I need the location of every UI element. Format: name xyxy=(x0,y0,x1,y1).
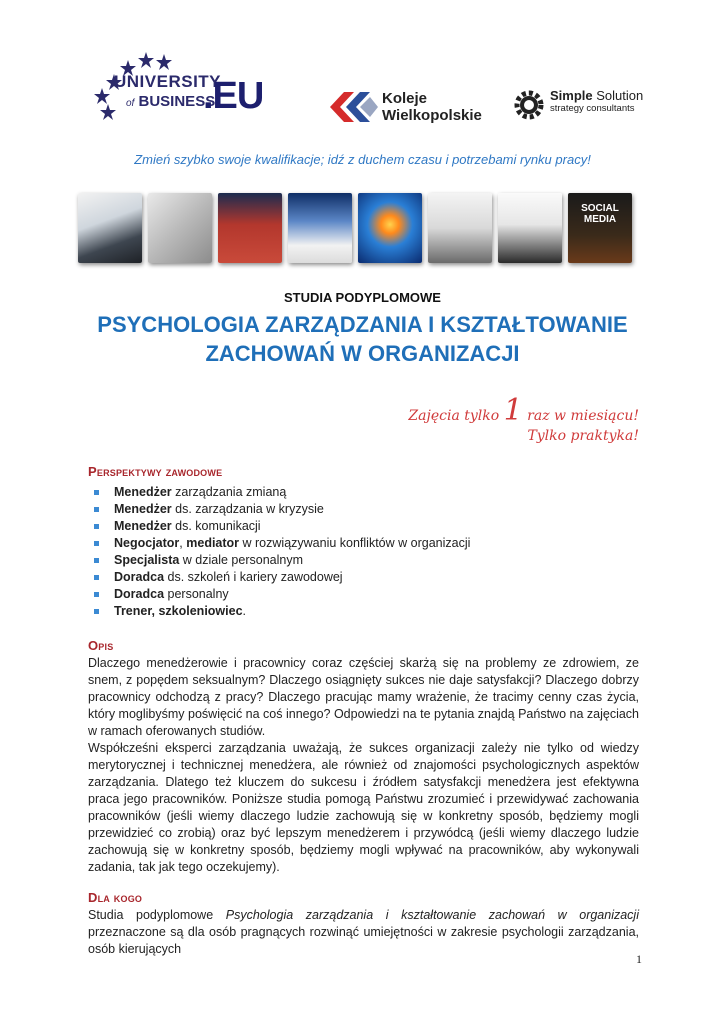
photo-business-group xyxy=(78,193,142,263)
item-desc: . xyxy=(242,604,247,618)
section-title-dla-kogo: Dla kogo xyxy=(88,890,143,905)
section-title-perspektywy: Perspektywy zawodowe xyxy=(88,464,223,479)
photo-strip xyxy=(78,193,638,263)
item-desc: w dziale personalnym xyxy=(179,553,303,567)
simple-rest: Solution xyxy=(592,88,644,103)
dla-kogo-course-name: Psychologia zarządzania i kształtowanie zachowań w organizacji xyxy=(225,908,639,922)
tagline: Zmień szybko swoje kwalifikacje; idź z duchem czasu i potrzebami rynku pracy! xyxy=(134,152,591,167)
opis-paragraph-1: Dlaczego menedżerowie i pracownicy coraz częściej skarżą się na problemy ze zdrowiem, ze snem, z popędem seksualnym? Dlaczego osiągnięty sukces nie daje satysfakcji? Dlaczego dobrzy pracownicy odchodzą z pracy? Dlaczego pracując mamy wrażenie, że tracimy cenny czas życia, który moglibyśmy poświęcić na coś innego? Odpowiedzi na te pytania znajdą Państwo na zajęciach w ramach oferowanych studiów. xyxy=(88,656,639,738)
promo-pre: Zajęcia tylko xyxy=(408,408,504,424)
photo-social-media xyxy=(568,193,632,263)
item-role: Negocjator xyxy=(114,536,180,550)
promo-line-1 xyxy=(408,393,639,428)
photo-puzzle xyxy=(148,193,212,263)
career-list xyxy=(94,484,614,620)
list-item xyxy=(94,586,614,603)
ub-logo-business: BUSINESS xyxy=(138,93,216,110)
title-line-1: PSYCHOLOGIA ZARZĄDZANIA I KSZTAŁTOWANIE xyxy=(97,312,628,337)
item-sep: , xyxy=(179,536,187,550)
item-role: Menedżer xyxy=(114,502,172,516)
item-role: Specjalista xyxy=(114,553,180,567)
item-desc: ds. szkoleń i kariery zawodowej xyxy=(164,570,343,584)
simple-solution-sub: strategy consultants xyxy=(550,103,635,114)
item-desc: ds. zarządzania w kryzysie xyxy=(171,502,324,516)
dla-kogo-pre: Studia podyplomowe xyxy=(88,908,226,922)
gear-icon xyxy=(512,88,546,122)
opis-text xyxy=(88,655,639,876)
promo-number: 1 xyxy=(503,393,523,428)
list-item xyxy=(94,518,614,535)
simple-bold: Simple xyxy=(550,88,593,103)
koleje-line2: Wielkopolskie xyxy=(382,107,482,124)
item-role-2: mediator xyxy=(186,536,240,550)
item-desc: zarządzania zmianą xyxy=(171,485,287,499)
ub-logo-line2 xyxy=(126,93,215,110)
item-desc: personalny xyxy=(164,587,229,601)
item-role: Menedżer xyxy=(114,519,172,533)
photo-businessman xyxy=(498,193,562,263)
item-desc: w rozwiązywaniu konfliktów w organizacji xyxy=(239,536,471,550)
item-role: Doradca xyxy=(114,587,165,601)
list-item xyxy=(94,484,614,501)
studia-label: STUDIA PODYPLOMOWE xyxy=(284,290,441,305)
photo-brain xyxy=(358,193,422,263)
item-role: Trener, szkoleniowiec xyxy=(114,604,243,618)
promo-line-2: Tylko praktyka! xyxy=(527,428,639,444)
koleje-chevron-icon xyxy=(330,90,380,124)
opis-paragraph-2: Współcześni eksperci zarządzania uważają, że sukces organizacji zależy nie tylko od wiedzy merytorycznej i technicznej menedżera, ale również od znajomości psychologicznych aspektów zarządzania. Dlatego też kluczem do sukcesu i źródłem satysfakcji menedżera jest efektywna praca jego pracowników. Poniższe studia pomogą Państwu zrozumieć i przewidywać zachowania pracowników (jeśli wiemy dlaczego ludzie zachowują się w konkretny sposób, będziemy mogli przewidzieć co zrobią) oraz być lepszym menedżerem i przywódcą (jeśli wiemy dlaczego ludzie zachowują się w konkretny sposób, będziemy mogli wpływać na pracowników, aby wykonywali zadania, tak jak tego oczekujemy). xyxy=(88,741,639,874)
title-line-2: ZACHOWAŃ W ORGANIZACJI xyxy=(205,341,520,366)
item-role: Menedżer xyxy=(114,485,172,499)
dla-kogo-post: przeznaczone są dla osób pragnących rozwinąć umiejętności w zakresie psychologii zarządzania, osób kierujących xyxy=(88,925,639,956)
simple-solution-name xyxy=(550,88,643,103)
section-title-opis: Opis xyxy=(88,638,114,653)
photo-people-walking xyxy=(428,193,492,263)
simple-solution-logo xyxy=(512,86,642,126)
photo-meeting xyxy=(288,193,352,263)
list-item xyxy=(94,603,614,620)
item-desc: ds. komunikacji xyxy=(171,519,261,533)
list-item xyxy=(94,501,614,518)
photo-social-media-text: SOCIAL MEDIA xyxy=(581,203,619,225)
page-number: 1 xyxy=(636,952,642,966)
koleje-logo-text xyxy=(382,90,482,124)
ub-logo-tld: .EU xyxy=(203,75,264,117)
koleje-wielkopolskie-logo xyxy=(330,88,500,128)
ub-logo-of: of xyxy=(126,98,135,109)
page-title xyxy=(0,310,725,368)
list-item xyxy=(94,569,614,586)
item-role: Doradca xyxy=(114,570,165,584)
ub-logo-line1: UNIVERSITY xyxy=(114,72,222,91)
university-of-business-logo xyxy=(86,48,264,120)
promo-post: raz w miesiącu! xyxy=(522,408,639,424)
dla-kogo-paragraph xyxy=(88,907,639,958)
list-item xyxy=(94,552,614,569)
koleje-line1: Koleje xyxy=(382,90,428,107)
photo-running-track xyxy=(218,193,282,263)
list-item xyxy=(94,535,614,552)
